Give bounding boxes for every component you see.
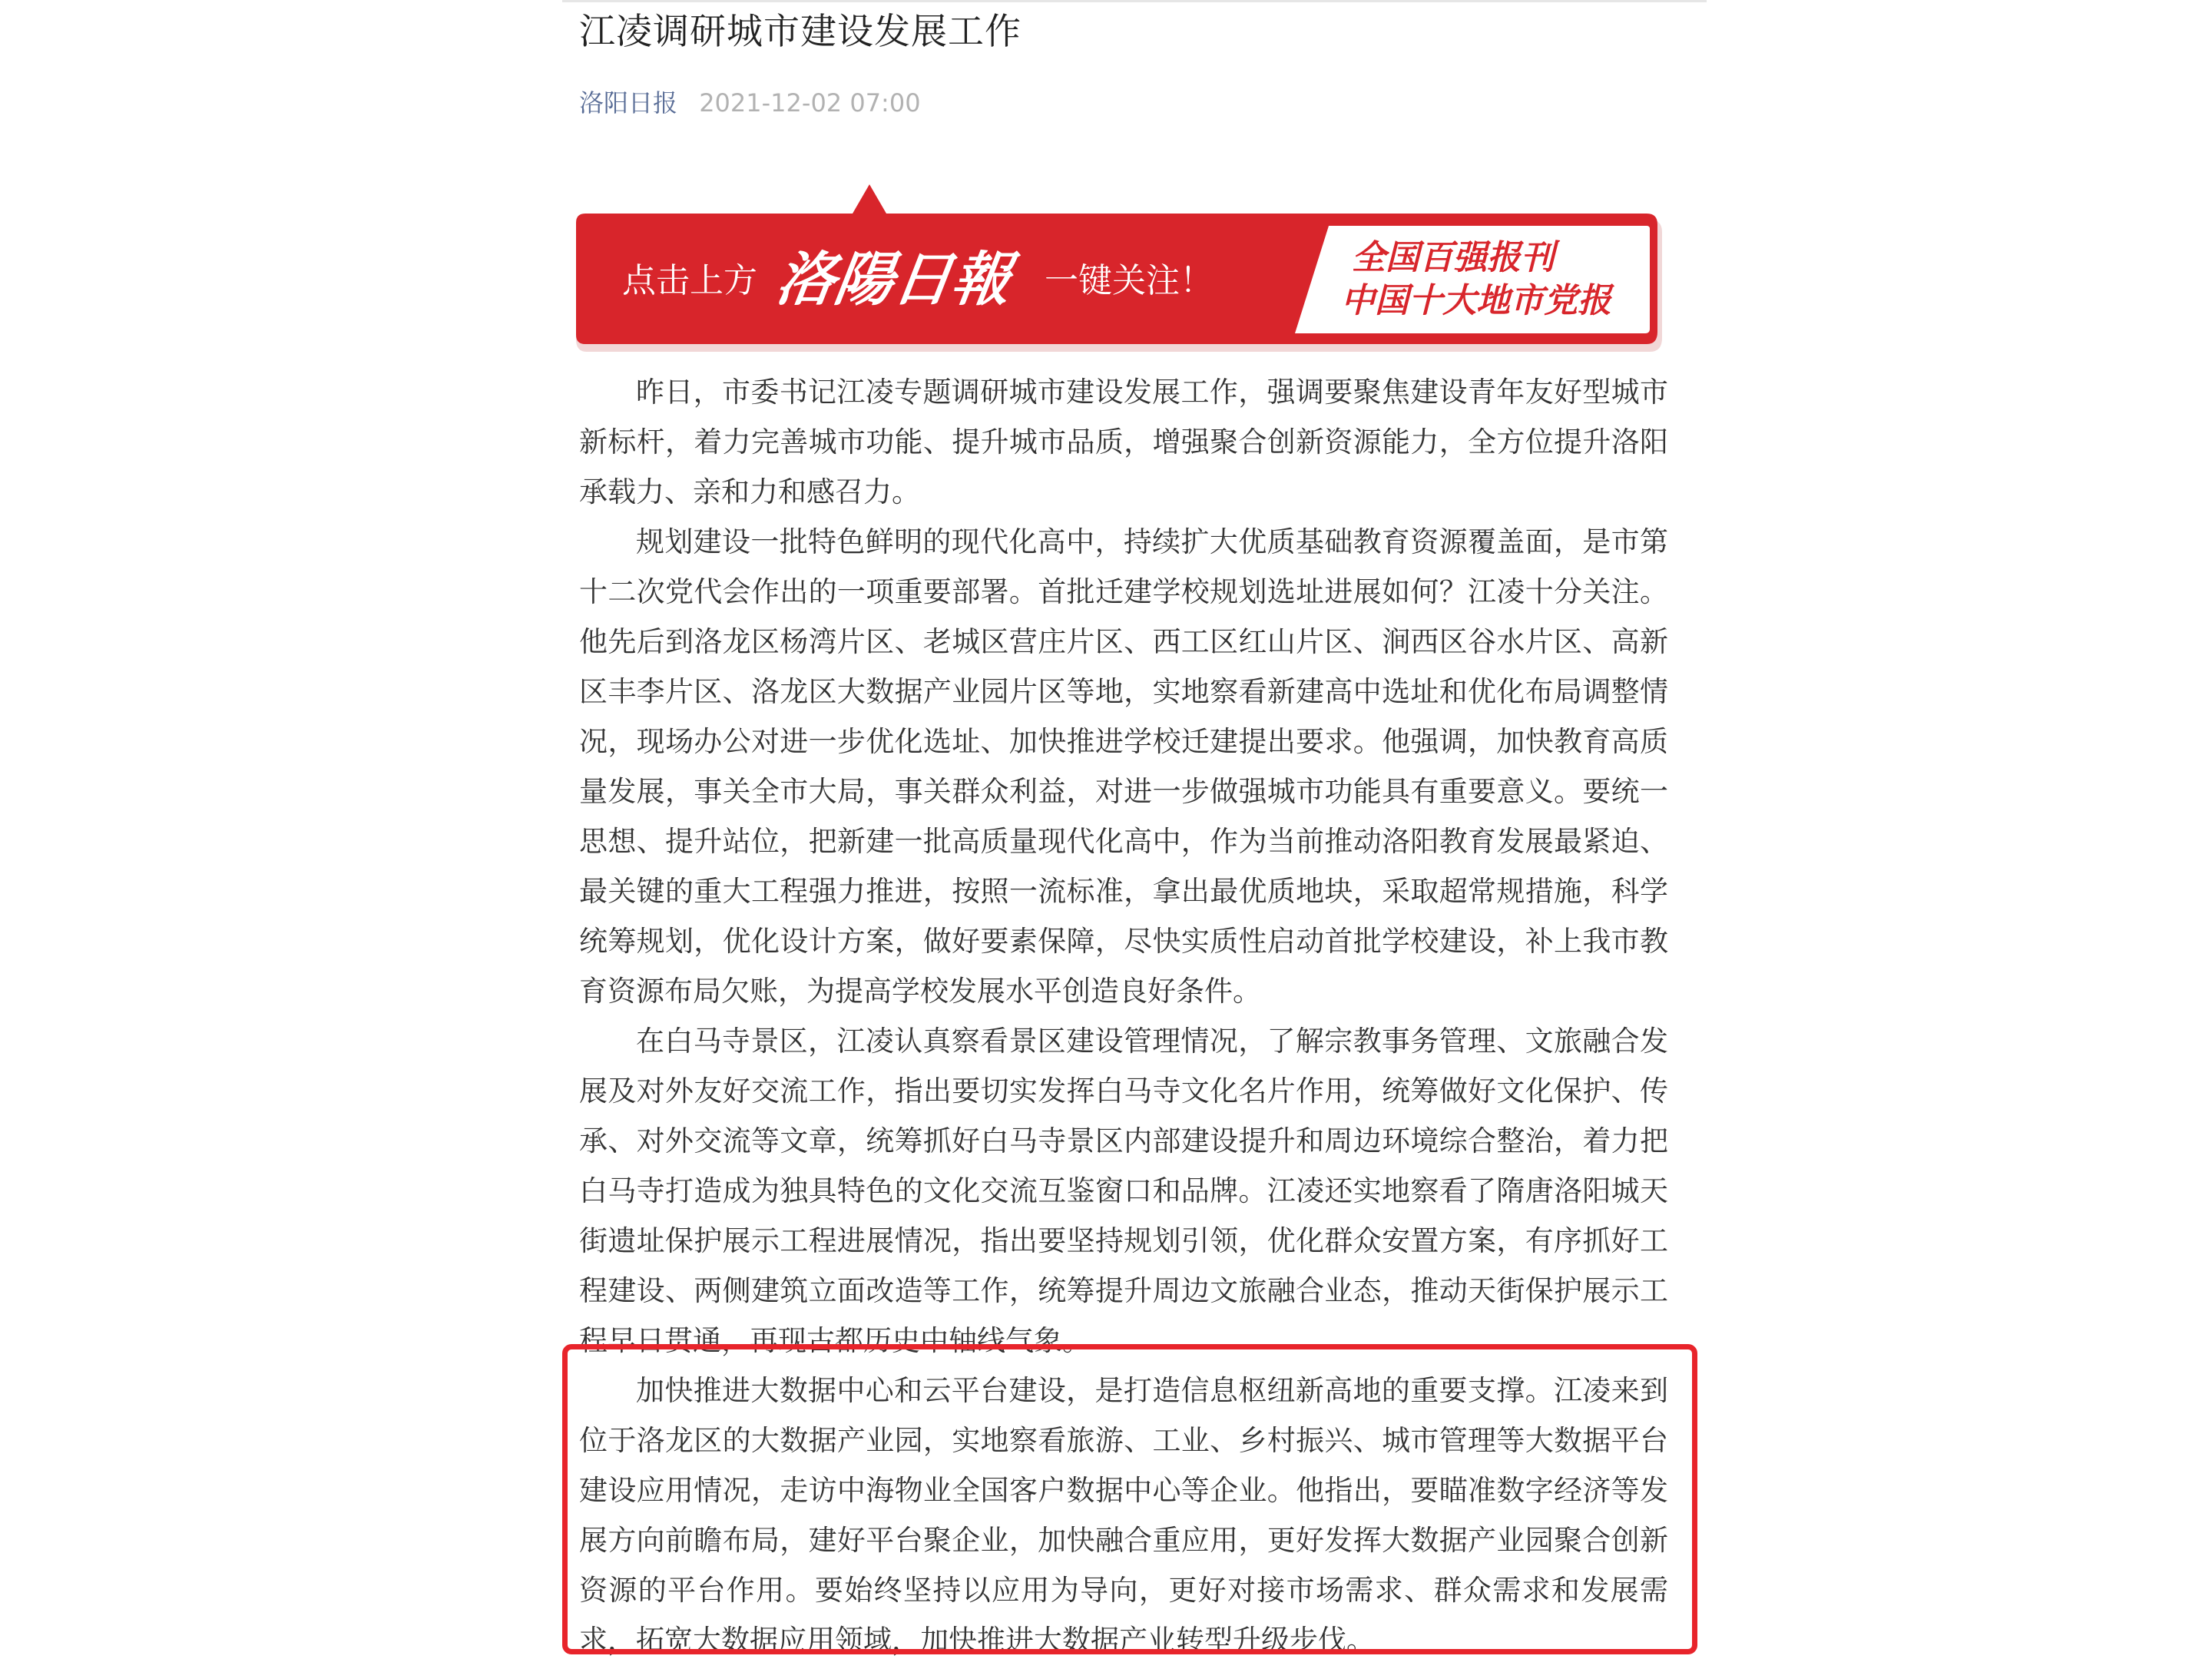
banner-right-line2: 中国十大地市党报 xyxy=(1341,282,1611,320)
banner-right-line1: 全国百强报刊 xyxy=(1352,239,1555,276)
paragraph: 规划建设一批特色鲜明的现代化高中，持续扩大优质基础教育资源覆盖面，是市第十二次党代会作出的一项重要部署。首批迁建学校规划选址进展如何？江凌十分关注。他先后到洛龙区杨湾片区、老城区营庄片区、西工区红山片区、涧西区谷水片区、高新区丰李片区、洛龙区大数据产业园片区等地，实地察看新建高中选址和优化布局调整情况，现场办公对进一步优化选址、加快推进学校迁建提出要求。他强调，加快教育高质量发展，事关全市大局，事关群众利益，对进一步做强城市功能具有重要意义。要统一思想、提升站位，把新建一批高质量现代化高中，作为当前推动洛阳教育发展最紧迫、最关键的重大工程强力推进，按照一流标准，拿出最优质地块，采取超常规措施，科学统筹规划，优化设计方案，做好要素保障，尽快实质性启动首批学校建设，补上我市教育资源布局欠账，为提高学校发展水平创造良好条件。 xyxy=(579,525,1668,1008)
follow-banner[interactable] xyxy=(576,178,1667,356)
banner-left-text: 点击上方 xyxy=(622,262,757,300)
paragraph: 昨日，市委书记江凌专题调研城市建设发展工作，强调要聚焦建设青年友好型城市新标杆，着力完善城市功能、提升城市品质，增强聚合创新资源能力，全方位提升洛阳承载力、亲和力和感召力。 xyxy=(579,376,1668,508)
article-container xyxy=(562,0,1707,1659)
paragraph: 在白马寺景区，江凌认真察看景区建设管理情况，了解宗教事务管理、文旅融合发展及对外友好交流工作，指出要切实发挥白马寺文化名片作用，统筹做好文化保护、传承、对外交流等文章，统筹抓好白马寺景区内部建设提升和周边环境综合整治，着力把白马寺打造成为独具特色的文化交流互鉴窗口和品牌。江凌还实地察看了隋唐洛阳城天街遗址保护展示工程进展情况，指出要坚持规划引领，优化群众安置方案，有序抓好工程建设、两侧建筑立面改造等工作，统筹提升周边文旅融合业态，推动天街保护展示工程早日贯通，再现古都历史中轴线气象。 xyxy=(579,1025,1668,1357)
top-divider xyxy=(562,0,1707,2)
highlight-box xyxy=(562,1344,1697,1654)
source-link[interactable]: 洛阳日报 xyxy=(579,88,678,118)
article-title: 江凌调研城市建设发展工作 xyxy=(579,11,1022,53)
paragraph-highlighted: 加快推进大数据中心和云平台建设，是打造信息枢纽新高地的重要支撑。江凌来到位于洛龙区的大数据产业园，实地察看旅游、工业、乡村振兴、城市管理等大数据平台建设应用情况，走访中海物业全国客户数据中心等企业。他指出，要瞄准数字经济等发展方向前瞻布局，建好平台聚企业，加快融合重应用，更好发挥大数据产业园聚合创新资源的平台作用。要始终坚持以应用为导向，更好对接市场需求、群众需求和发展需求，拓宽大数据应用领域，加快推进大数据产业转型升级步伐。 xyxy=(579,1374,1668,1657)
publish-date: 2021-12-02 07:00 xyxy=(699,88,921,118)
banner-follow-text: 一键关注！ xyxy=(1045,262,1214,300)
article-meta xyxy=(579,86,921,120)
banner-logo-text: 洛陽日報 xyxy=(772,245,1015,314)
